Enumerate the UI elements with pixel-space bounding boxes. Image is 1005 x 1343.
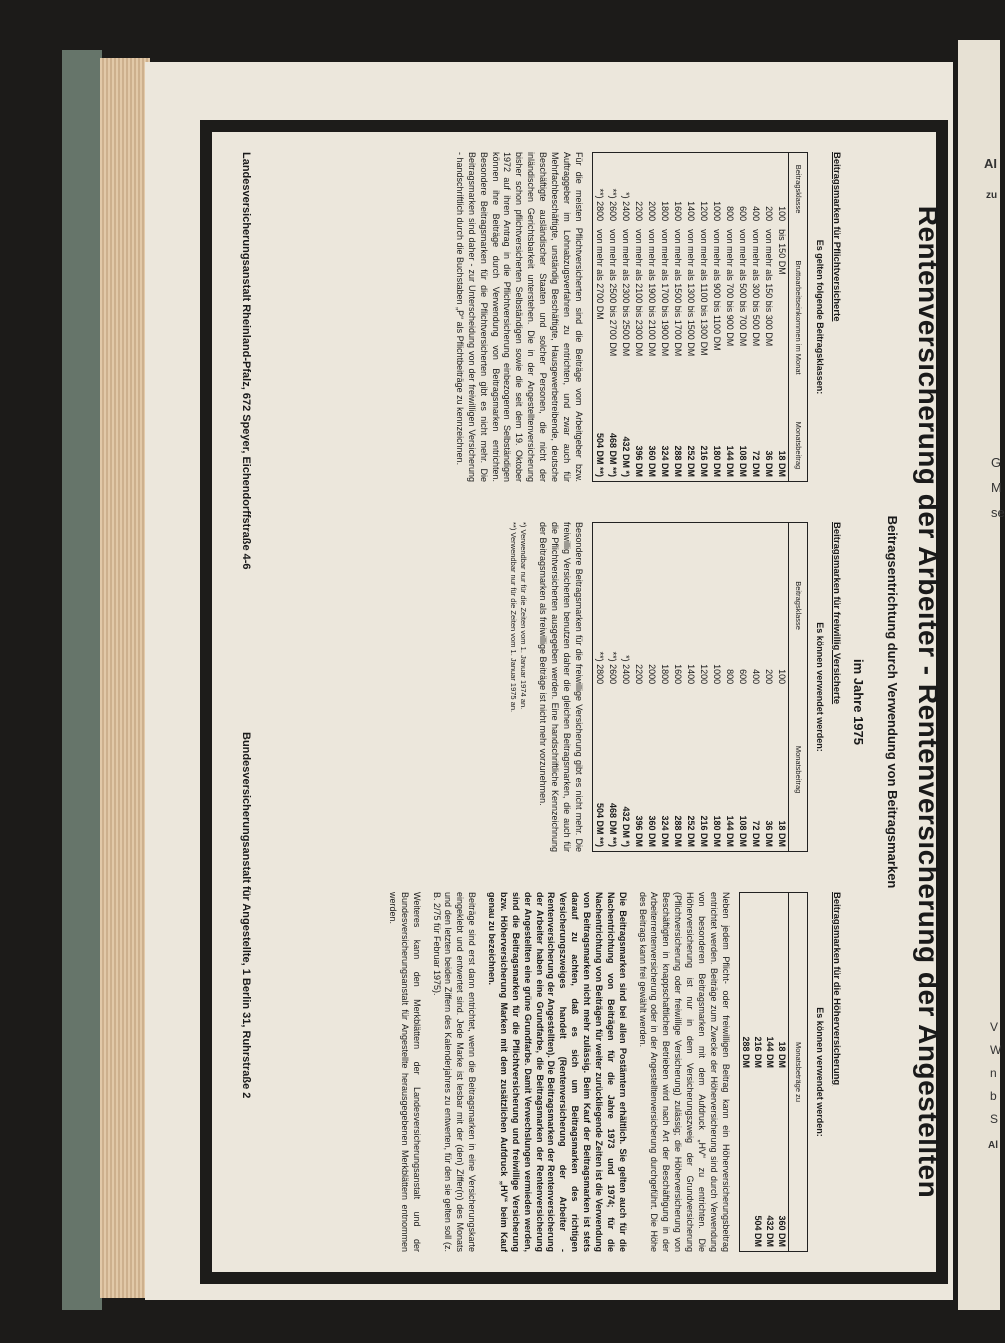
pflicht-intro: Es gelten folgende Beitragsklassen: [815, 239, 826, 395]
book-binding [62, 50, 102, 1310]
amount-cell: 288 DM [672, 445, 683, 477]
pflicht-column [453, 152, 842, 482]
table-row [606, 153, 619, 481]
freiwillig-table-body [593, 523, 789, 851]
hoeher-paragraph: Neben jedem Pflicht- oder freiwilligen Beitrag kann ein Höherversicherungsbeitrag entrichtet werden. Beiträge zum Zwecke der Höherversicherung sind durch Verwendung von besonderen Beitragsmarken mit dem Aufdruck „HV“ zu entrichten. Die Höherversicherung ist nur in dem Versicherungszweig der Grundversicherung (Pflichtversicherung oder freiwillige Versicherung) zulässig; die Höherversicherung von Beschäftigten in knappschaftlichen Betrieben wird nach Art der Beschäftigung in der Arbeiterrentenversicherung oder in der Angestelltenversicherung durchgeführt. Die Höhe des Beitrags kann frei gewählt werden. [637, 892, 731, 1252]
freiwillig-table [593, 523, 807, 851]
amount-cell: 432 DM [764, 1215, 775, 1247]
fragment-text: G [991, 455, 1002, 470]
freiwillig-table-box [592, 522, 808, 852]
amount-cell: 324 DM [659, 815, 670, 847]
table-row [593, 153, 606, 481]
table-row [593, 523, 606, 851]
amount-cell: 252 DM [685, 815, 696, 847]
amount-cell: 252 DM [685, 445, 696, 477]
hoeher-heading: Beitragsmarken für die Höherversicherung [831, 892, 842, 1086]
amount-cell: 468 DM **) [607, 802, 618, 847]
notice-title: Rentenversicherung der Arbeiter - Rentenversicherung der Angestellten [913, 205, 944, 1199]
amount-cell: 144 DM [724, 445, 735, 477]
amount-cell: 18 DM [776, 450, 787, 477]
class-cell: *) 2400 [620, 192, 631, 222]
column-header: Monatsbeträge zu [788, 893, 806, 1251]
table-row [658, 153, 671, 481]
footnote: **) Verwendbar nur für die Zeiten vom 1. Januar 1975 an. [509, 522, 519, 713]
table-row [606, 523, 619, 851]
class-cell: **) 2800 [594, 188, 605, 222]
hoeher-column [386, 892, 842, 1252]
class-cell: 200 [763, 669, 774, 685]
class-cell: 1400 [685, 201, 696, 222]
table-row [736, 153, 749, 481]
hoeher-table [740, 893, 807, 1251]
table-row [749, 153, 762, 481]
income-cell: von mehr als 2300 bis 2500 DM [620, 229, 631, 357]
fragment-text: se [991, 505, 1005, 520]
table-row [723, 523, 736, 851]
class-cell: 1600 [672, 201, 683, 222]
hoeher-paragraph: Beiträge sind erst dann entrichtet, wenn die Beitragsmarken in eine Versicherungskarte eingeklebt und entwertet sind. Jede Marke ist lesbar mit der (den) Ziffer(n) des Monats und den letzten beiden Ziffern des Kalenderjahres zu entwerten, für den sie gelten soll (z. B. 2/75 für Februar 1975). [431, 892, 478, 1252]
column-header: Monatsbeitrag [788, 410, 806, 481]
notice-subtitle: Beitragsentrichtung durch Verwendung von Beitragsmarken [885, 515, 900, 889]
class-cell: 600 [737, 669, 748, 685]
table-row [752, 893, 764, 1251]
class-cell: 1800 [659, 664, 670, 685]
table-row [764, 893, 776, 1251]
amount-cell: 18 DM [776, 820, 787, 847]
amount-cell: 504 DM **) [594, 432, 605, 477]
amount-cell: 180 DM [711, 815, 722, 847]
amount-cell: 216 DM [698, 815, 709, 847]
amount-cell: 324 DM [659, 445, 670, 477]
pflicht-table-box [592, 152, 808, 482]
amount-cell: 144 DM [764, 1036, 775, 1068]
amount-cell: 72 DM [750, 820, 761, 847]
rotated-notice [212, 132, 952, 1272]
class-cell: 100 [776, 669, 787, 685]
column-header: Beitragsklasse [788, 153, 806, 225]
table-row [632, 523, 645, 851]
income-cell: von mehr als 150 bis 300 DM [763, 229, 774, 347]
table-row [710, 523, 723, 851]
pflicht-table [593, 153, 807, 481]
footer-bundesversicherung: Bundesversicherungsanstalt für Angestellte, 1 Berlin 31, Ruhrstraße 2 [240, 732, 252, 1099]
freiwillig-paragraph: Besondere Beitragsmarken für die freiwillige Versicherung gibt es nicht mehr. Die freiwillig Versicherten benutzen daher die gleichen Beitragsmarken, die auch für die Pflichtversicherten ausgegeben werden. Eine handschriftliche Kennzeichnung der Beitragsmarken als freiwillige Beiträge ist nicht mehr vorzunehmen. [538, 522, 584, 852]
pflicht-table-body [593, 153, 789, 481]
income-cell: von mehr als 500 bis 700 DM [737, 229, 748, 347]
footnote: *) Verwendbar nur für die Zeiten vom 1. Januar 1974 an. [519, 522, 529, 710]
class-cell: 1600 [672, 664, 683, 685]
amount-cell: 288 DM [672, 815, 683, 847]
class-cell: 600 [737, 206, 748, 222]
table-row [740, 893, 752, 1251]
table-row [671, 153, 684, 481]
amount-cell: 180 DM [711, 445, 722, 477]
class-cell: 1800 [659, 201, 670, 222]
class-cell: 2000 [646, 201, 657, 222]
amount-cell: 360 DM [646, 815, 657, 847]
income-cell: bis 150 DM [776, 229, 787, 275]
amount-cell: 72 DM [750, 450, 761, 477]
table-row [645, 153, 658, 481]
class-cell: 400 [750, 669, 761, 685]
table-row [775, 153, 789, 481]
table-row [776, 893, 789, 1251]
amount-cell: 108 DM [737, 445, 748, 477]
table-row [749, 523, 762, 851]
amount-cell: 432 DM *) [620, 436, 631, 477]
hoeher-table-body [740, 893, 789, 1251]
notice-year: im Jahre 1975 [851, 658, 866, 745]
class-cell: **) 2600 [607, 651, 618, 685]
amount-cell: 108 DM [737, 815, 748, 847]
table-row [658, 523, 671, 851]
class-cell: 1000 [711, 664, 722, 685]
class-cell: 100 [776, 206, 787, 222]
amount-cell [740, 1072, 752, 1251]
fragment-text: zu [986, 190, 998, 201]
fragment-text: M [991, 480, 1002, 495]
class-cell: 1000 [711, 201, 722, 222]
amount-cell: 360 DM [646, 445, 657, 477]
page-edges [100, 58, 150, 1298]
table-row [645, 523, 658, 851]
income-cell: von mehr als 2500 bis 2700 DM [607, 229, 618, 357]
income-cell: von mehr als 2100 bis 2300 DM [633, 229, 644, 357]
amount-cell: 468 DM **) [607, 432, 618, 477]
income-cell: von mehr als 900 bis 1100 DM [711, 229, 722, 351]
column-header: Bruttoarbeitseinkommen im Monat [788, 225, 806, 410]
hoeher-paragraph: Weiteres kann den Merkblättern der Landesversicherungsanstalt und der Bundesversicherungsanstalt für Angestellte herausgegebenen Merkblättern entnommen werden. [387, 892, 422, 1252]
fragment-text: b [990, 1089, 997, 1103]
class-cell: 1400 [685, 664, 696, 685]
amount-cell: 18 DM [776, 1041, 787, 1068]
amount-cell: 36 DM [763, 450, 774, 477]
fragment-text: Al [988, 1140, 998, 1151]
income-cell: von mehr als 1300 bis 1500 DM [685, 229, 696, 357]
fragment-text: V [990, 1020, 999, 1034]
table-row [632, 153, 645, 481]
class-cell: 200 [763, 206, 774, 222]
income-cell: von mehr als 1700 bis 1900 DM [659, 229, 670, 357]
fragment-text: S [990, 1112, 999, 1126]
freiwillig-column [508, 522, 842, 852]
amount-cell: 396 DM [633, 445, 644, 477]
table-row [619, 523, 632, 851]
class-cell: *) 2400 [620, 655, 631, 685]
income-cell: von mehr als 1900 bis 2100 DM [646, 229, 657, 357]
hoeher-paragraph: Die Beitragsmarken sind bei allen Postämtern erhältlich. Sie gelten auch für die Nachentrichtung von Beiträgen für die Jahre 1973 und 1974; für die Nachentrichtung von Beiträgen für weiter zurückliegende Zeiten ist die Verwendung von Beitragsmarken nicht mehr zulässig. Beim Kauf der Beitragsmarken ist stets darauf zu achten, daß es sich um Beitragsmarken des richtigen Versicherungszweiges handelt (Rentenversicherung der Arbeiter - Rentenversicherung der Angestellten). Die Beitragsmarken der Rentenversicherung der Arbeiter haben eine Grundfarbe, die Beitragsmarken der Rentenversicherung der Angestellten eine grüne Grundfarbe. Damit Verwechslungen vermieden werden, sind die Beitragsmarken für die Pflichtversicherung und freiwillige Versicherung bzw. Höherversicherung Marken mit dem zusätzlichen Aufdruck „HV“ beim Kauf genau zu bezeichnen. [487, 892, 628, 1252]
hoeher-intro: Es können verwendet werden: [815, 1007, 826, 1137]
table-row [762, 523, 775, 851]
footnotes [508, 522, 528, 852]
fragment-text: W [990, 1043, 1002, 1057]
income-cell: von mehr als 1100 bis 1300 DM [698, 229, 709, 356]
class-cell: 2200 [633, 664, 644, 685]
fragment-text: AI [984, 156, 997, 171]
income-cell: von mehr als 1500 bis 1700 DM [672, 229, 683, 357]
freiwillig-intro: Es können verwendet werden: [815, 622, 826, 752]
income-cell: von mehr als 300 bis 500 DM [750, 229, 761, 347]
table-row [684, 153, 697, 481]
class-cell: 1200 [698, 201, 709, 222]
table-row [710, 153, 723, 481]
class-cell: 400 [750, 206, 761, 222]
amount-cell: 144 DM [724, 815, 735, 847]
facing-page-fragment [958, 40, 1005, 1310]
table-row [671, 523, 684, 851]
amount-cell: 360 DM [776, 1215, 787, 1247]
class-cell: 800 [724, 206, 735, 222]
hoeher-table-box [739, 892, 808, 1252]
amount-cell: 396 DM [633, 815, 644, 847]
income-cell: von mehr als 2700 DM [594, 229, 605, 320]
amount-cell: 432 DM *) [620, 806, 631, 847]
class-cell: **) 2800 [594, 651, 605, 685]
income-cell: von mehr als 700 bis 900 DM [724, 229, 735, 347]
class-cell: **) 2600 [607, 188, 618, 222]
class-cell: 1200 [698, 664, 709, 685]
freiwillig-heading: Beitragsmarken für freiwillig Versicherte [831, 522, 842, 705]
table-row [697, 153, 710, 481]
table-row [619, 153, 632, 481]
table-row [723, 153, 736, 481]
class-cell: 800 [724, 669, 735, 685]
table-row [684, 523, 697, 851]
notice-frame [200, 120, 948, 1284]
pflicht-heading: Beitragsmarken für Pflichtversicherte [831, 152, 842, 322]
amount-cell: 216 DM [752, 1036, 763, 1068]
class-cell: 2200 [633, 201, 644, 222]
pflicht-paragraph: Für die meisten Pflichtversicherten sind die Beiträge vom Arbeitgeber bzw. Auftraggeber im Lohnabzugsverfahren zu entrichten, und zwar auch für Mehrfachbeschäftigte, unständig Beschäftigte, Hausgewerbetreibende, deutsche Beschäftigte ausländischer Staaten und solcher Personen, die nicht der inländischen Gerichtsbarkeit unterstehen. Die in der Angestelltenversicherung bisher schon pflichtversicherten Selbständigen sowie die seit dem 19. Oktober 1972 auf ihren Antrag in die Pflichtversicherung einbezogenen Selbständigen können ihre Beiträge durch Verwendung von Beitragsmarken entrichten. Besondere Beitragsmarken für die Pflichtversicherten gibt es nicht mehr. Die Beitragsmarken sind daher - zur Unterscheidung von der freiwilligen Versicherung - handschriftlich durch die Buchstaben „P“ als Pflichtbeiträge zu kennzeichnen. [454, 152, 584, 482]
amount-cell: 504 DM [752, 1215, 763, 1247]
table-row [736, 523, 749, 851]
column-header: Beitragsklasse [788, 523, 806, 688]
column-header: Monatsbeitrag [788, 688, 806, 851]
fragment-text: n [990, 1066, 997, 1080]
class-cell: 2000 [646, 664, 657, 685]
table-row [775, 523, 789, 851]
amount-cell: 504 DM **) [594, 802, 605, 847]
amount-cell: 288 DM [740, 1036, 751, 1068]
amount-cell: 216 DM [698, 445, 709, 477]
amount-cell: 36 DM [763, 820, 774, 847]
table-row [762, 153, 775, 481]
table-row [697, 523, 710, 851]
footer-landesversicherung: Landesversicherungsanstalt Rheinland-Pfalz, 672 Speyer, Eichendorffstraße 4-6 [240, 152, 252, 570]
